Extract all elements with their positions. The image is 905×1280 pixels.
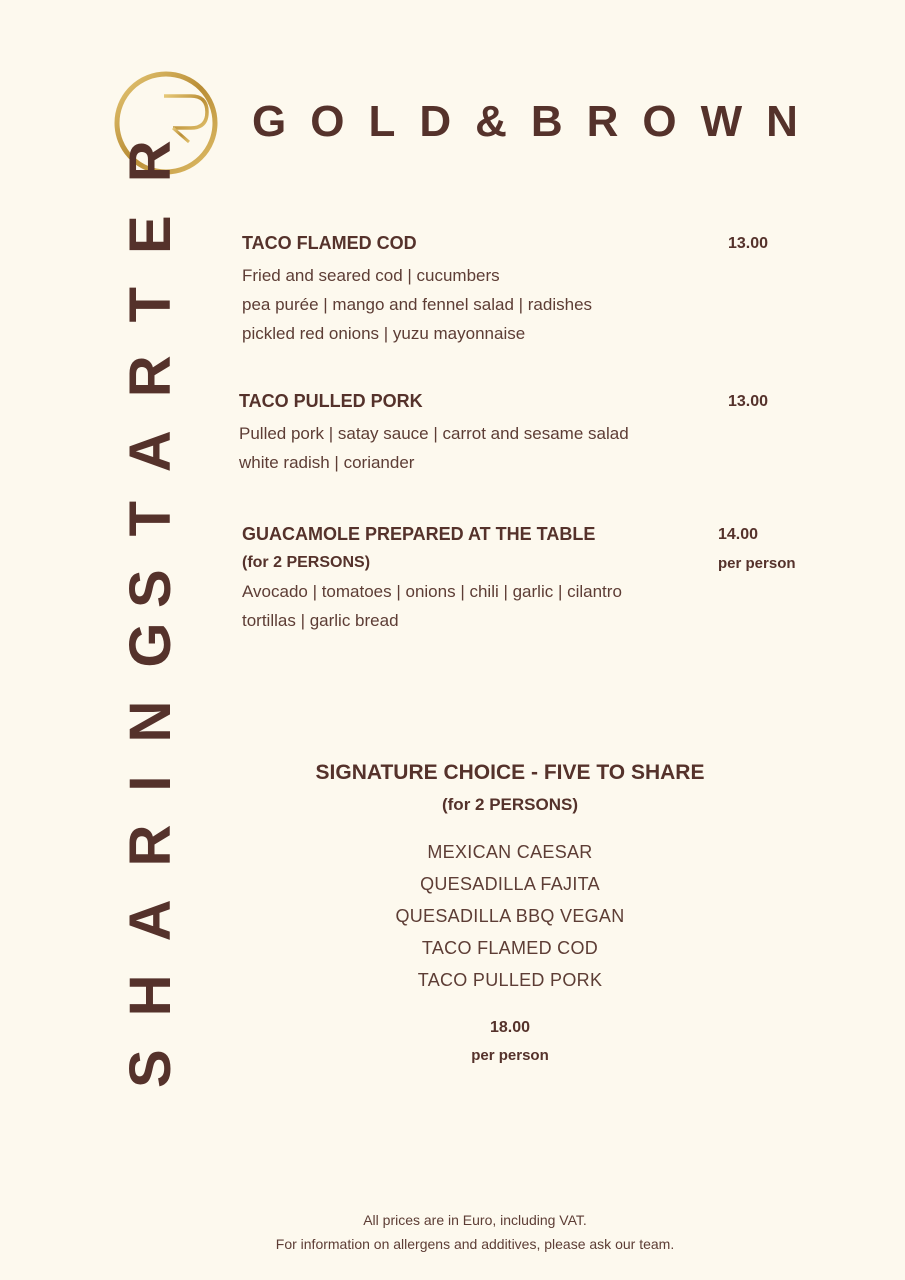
list-item: QUESADILLA FAJITA [420,874,600,894]
item-price: 14.00 [718,526,759,543]
section-label-sharing: SHARING [118,589,183,1088]
item-subtitle: (for 2 PERSONS) [242,554,371,571]
footer-line: All prices are in Euro, including VAT. [363,1212,587,1228]
list-item: TACO PULLED PORK [417,970,603,990]
item-name: TACO PULLED PORK [239,391,423,411]
item-description [242,577,702,635]
description-line: Avocado | tomatoes | onions | chili | garlic | cilantro [242,582,622,601]
item-description [239,419,709,477]
sharing-price: 18.00 [489,1019,531,1036]
footer-note [150,1208,800,1256]
menu-item [242,232,702,348]
list-item: MEXICAN CAESAR [427,842,593,862]
section-label-starter: STARTER [118,107,183,608]
item-price: 13.00 [728,393,769,410]
item-name: GUACAMOLE PREPARED AT THE TABLE [242,524,596,544]
item-price: 13.00 [728,235,769,252]
item-name: TACO FLAMED COD [242,233,417,253]
list-item: TACO FLAMED COD [421,938,599,958]
list-item: QUESADILLA BBQ VEGAN [395,906,625,926]
menu-item [242,523,702,635]
description-line: Pulled pork | satay sauce | carrot and sesame salad [239,424,629,443]
menu-item [239,390,709,477]
sharing-dish-list [300,836,720,996]
description-line: white radish | coriander [239,453,415,472]
item-price-unit: per person [718,555,796,572]
sharing-block [300,760,720,1066]
sharing-title: SIGNATURE CHOICE - FIVE TO SHARE [315,761,705,784]
description-line: Fried and seared cod | cucumbers [242,266,500,285]
description-line: tortillas | garlic bread [242,611,399,630]
brand-name: GOLD&BROWN [252,97,822,146]
footer-line: For information on allergens and additives, please ask our team. [275,1236,675,1252]
item-description [242,261,702,348]
sharing-subtitle: (for 2 PERSONS) [441,795,579,814]
description-line: pickled red onions | yuzu mayonnaise [242,324,526,343]
description-line: pea purée | mango and fennel salad | radishes [242,295,593,314]
sharing-price-unit: per person [471,1047,549,1064]
